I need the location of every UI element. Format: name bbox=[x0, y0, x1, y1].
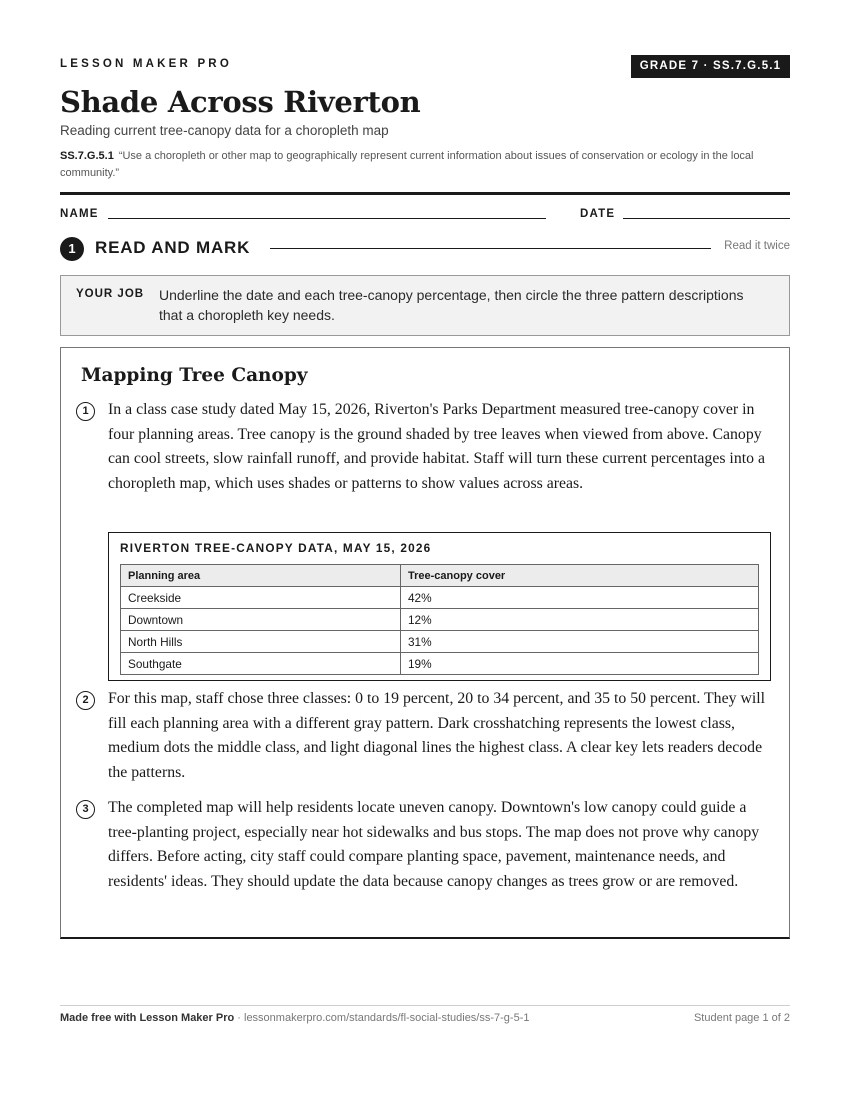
table-cell: North Hills bbox=[121, 631, 401, 653]
table-cell: Downtown bbox=[121, 609, 401, 631]
standard-text: “Use a choropleth or other map to geographically represent current information about issues of conservation or ecology in the local community.” bbox=[60, 150, 754, 179]
name-field[interactable] bbox=[108, 218, 546, 219]
grade-badge: GRADE 7 · SS.7.G.5.1 bbox=[631, 55, 790, 78]
table-cell: 42% bbox=[401, 587, 759, 609]
table-cell: 19% bbox=[401, 653, 759, 675]
table-row bbox=[121, 587, 759, 609]
data-table-title: RIVERTON TREE-CANOPY DATA, MAY 15, 2026 bbox=[120, 541, 432, 555]
column-header: Planning area bbox=[121, 565, 401, 587]
column-header: Tree-canopy cover bbox=[401, 565, 759, 587]
table-row bbox=[121, 609, 759, 631]
page-indicator: Student page 1 of 2 bbox=[693, 1012, 790, 1024]
table-cell: Southgate bbox=[121, 653, 401, 675]
date-field[interactable] bbox=[623, 218, 790, 219]
step-number-badge: 1 bbox=[60, 237, 84, 261]
footer-credit bbox=[60, 1012, 530, 1024]
step-note: Read it twice bbox=[724, 240, 790, 252]
job-label: YOUR JOB bbox=[76, 288, 145, 300]
table-row bbox=[121, 653, 759, 675]
table-cell: 12% bbox=[401, 609, 759, 631]
reading-passage bbox=[60, 347, 790, 939]
step-divider bbox=[270, 248, 711, 249]
brand-label: LESSON MAKER PRO bbox=[60, 58, 232, 70]
date-label: DATE bbox=[580, 208, 616, 220]
paragraph: The completed map will help residents locate uneven canopy. Downtown's low canopy could guide a tree-planting project, especially near hot sidewalks and bus stops. The map does not prove why canopy differs. Before acting, city staff could compare planting space, pavement, maintenance needs, and residents' ideas. They should update the data because canopy changes as trees grow or are removed. bbox=[108, 799, 760, 890]
job-box bbox=[60, 275, 790, 336]
passage-title: Mapping Tree Canopy bbox=[81, 365, 308, 386]
standard-code: SS.7.G.5.1 bbox=[60, 150, 114, 162]
paragraph: For this map, staff chose three classes: 0 to 19 percent, 20 to 34 percent, and 35 to 50 percent. They will fill each planning area with a different gray pattern. Dark crosshatching represents the lowest class, medium dots the middle class, and light diagonal lines the highest class. A clear key lets readers decode the patterns. bbox=[108, 690, 766, 781]
page-title: Shade Across Riverton bbox=[60, 85, 421, 119]
footer-divider bbox=[60, 1005, 790, 1006]
paragraph-number: 1 bbox=[76, 402, 95, 421]
table-header-row bbox=[121, 565, 759, 587]
table-row bbox=[121, 631, 759, 653]
canopy-data-table bbox=[120, 564, 759, 675]
step-title: READ AND MARK bbox=[95, 238, 251, 257]
footer-url[interactable]: · lessonmakerpro.com/standards/fl-social-studies/ss-7-g-5-1 bbox=[234, 1012, 530, 1024]
paragraph-number: 2 bbox=[76, 691, 95, 710]
standard-statement bbox=[60, 148, 795, 182]
job-instructions: Underline the date and each tree-canopy percentage, then circle the three pattern descriptions that a choropleth key needs. bbox=[159, 287, 744, 323]
table-cell: Creekside bbox=[121, 587, 401, 609]
name-label: NAME bbox=[60, 208, 99, 220]
paragraph-number: 3 bbox=[76, 800, 95, 819]
header-divider bbox=[60, 192, 790, 195]
table-cell: 31% bbox=[401, 631, 759, 653]
paragraph: In a class case study dated May 15, 2026, Riverton's Parks Department measured tree-canopy cover in four planning areas. Tree canopy is the ground shaded by tree leaves when viewed from above. Canopy can cool streets, slow rainfall runoff, and provide habitat. Staff will turn these current percentages into a choropleth map, which uses shades or patterns to show values across areas. bbox=[108, 401, 765, 492]
page-subtitle: Reading current tree-canopy data for a choropleth map bbox=[60, 123, 389, 138]
footer-made-with: Made free with Lesson Maker Pro bbox=[60, 1012, 235, 1024]
data-table-box bbox=[108, 532, 771, 681]
